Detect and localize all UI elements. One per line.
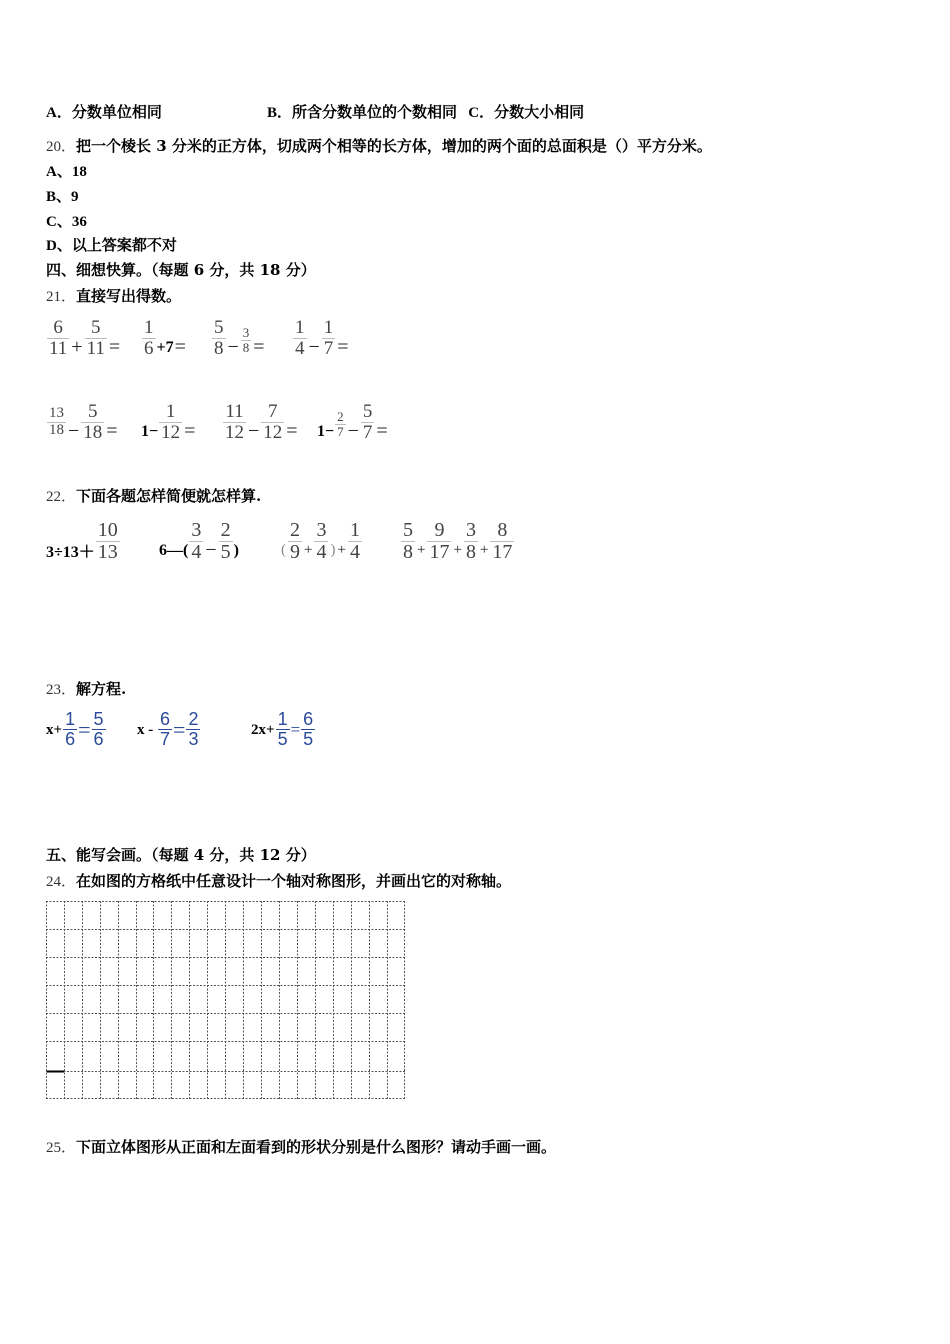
q21-expr-8 xyxy=(317,402,389,443)
q21-expr-5 xyxy=(46,402,119,443)
math-token: ( xyxy=(281,542,286,558)
fraction xyxy=(223,402,246,443)
math-token: 18 xyxy=(49,422,64,438)
math-token: 6 xyxy=(93,728,104,749)
math-token: 1 xyxy=(277,709,288,729)
q19-option-b xyxy=(267,102,584,123)
q22-expr-2 xyxy=(159,520,239,563)
fraction xyxy=(288,520,302,563)
math-token: 12 xyxy=(263,422,283,443)
math-token: 解方程. xyxy=(76,680,127,698)
math-token: 17 xyxy=(492,541,513,563)
math-token: A． xyxy=(46,105,72,121)
fraction xyxy=(276,710,290,749)
math-token: − xyxy=(205,539,217,561)
fraction xyxy=(212,318,226,359)
math-token: 5 xyxy=(88,401,98,423)
math-token: 5 xyxy=(303,728,314,749)
math-token: 5 xyxy=(90,317,101,339)
math-token: +7 xyxy=(156,338,174,356)
math-token: 2 xyxy=(188,709,199,729)
math-token: 1 xyxy=(144,317,154,339)
math-token: 13 xyxy=(97,541,118,563)
q22-expr-4 xyxy=(400,520,515,563)
math-token: 直接写出得数。 xyxy=(76,287,182,305)
fraction xyxy=(464,520,478,563)
math-token: 12 xyxy=(161,422,181,443)
math-token: A、 xyxy=(46,164,72,180)
math-token: 分数大小相同 xyxy=(494,103,585,121)
math-token: 12 xyxy=(225,422,244,443)
fraction xyxy=(401,520,415,563)
q21-question xyxy=(46,286,181,307)
math-token: 7 xyxy=(268,401,278,423)
math-token: 5 xyxy=(277,728,288,749)
math-token: 8 xyxy=(403,541,413,563)
q25-question xyxy=(46,1137,556,1158)
math-token: + xyxy=(71,336,83,358)
q19-option-a xyxy=(46,102,162,123)
q21-expr-7 xyxy=(222,402,299,443)
math-token: 6 xyxy=(160,709,171,729)
fraction xyxy=(335,406,346,438)
math-token: 13 xyxy=(49,405,64,422)
math-token: 7 xyxy=(362,422,373,443)
math-token: B． xyxy=(267,105,293,121)
math-token: 6 xyxy=(144,338,154,359)
math-token: 7 xyxy=(160,728,171,749)
math-token: 以上答案都不对 xyxy=(71,236,177,254)
math-token: 7 xyxy=(337,424,344,439)
math-token: 1 xyxy=(65,709,76,729)
math-token: = xyxy=(174,336,186,358)
math-token: = xyxy=(108,336,121,358)
fraction xyxy=(348,520,362,563)
math-token: 4 xyxy=(316,541,327,563)
math-token: D、 xyxy=(46,238,72,254)
math-token: 5 xyxy=(93,709,104,729)
q21-expr-1 xyxy=(46,318,121,359)
q20-option-d xyxy=(46,235,177,256)
math-token: 3 xyxy=(242,325,250,341)
fraction xyxy=(490,520,514,563)
math-token: 11 xyxy=(86,338,105,359)
math-token: 1 xyxy=(323,317,334,339)
fraction xyxy=(158,710,172,749)
math-token: 2 xyxy=(337,409,344,425)
q22-expr-1 xyxy=(46,520,121,563)
math-token: 分数单位相同 xyxy=(71,103,162,121)
fraction xyxy=(189,520,203,563)
q23-question xyxy=(46,679,126,700)
math-token: 4 xyxy=(191,541,202,563)
math-token: 4 xyxy=(349,541,360,563)
math-token: B、 xyxy=(46,189,72,205)
fraction xyxy=(159,402,182,443)
square-grid-paper[interactable] xyxy=(46,901,405,1099)
fraction xyxy=(219,520,233,563)
math-token: ) xyxy=(233,541,239,559)
q20-option-a xyxy=(46,161,87,182)
q24-question xyxy=(46,871,511,892)
math-token: + xyxy=(304,542,313,558)
math-token: 22． xyxy=(46,489,77,505)
math-token: 7 xyxy=(323,338,334,359)
fraction xyxy=(142,318,156,359)
math-token: 6—( xyxy=(159,541,189,559)
math-token: 3 xyxy=(316,519,327,541)
math-token: 8 xyxy=(242,340,250,355)
math-token: 8 xyxy=(465,541,476,563)
fraction xyxy=(81,402,104,443)
math-token: 9 xyxy=(71,189,79,205)
fraction xyxy=(261,402,284,443)
math-token: = xyxy=(184,420,196,442)
math-token: 5 xyxy=(220,541,231,563)
math-token: = xyxy=(337,336,349,358)
q22-expr-3 xyxy=(280,520,363,563)
math-token: 1− xyxy=(317,422,335,440)
math-token: 5 xyxy=(362,401,373,423)
section5-title: 五、能写会画。（每题 4 分，共 12 分） xyxy=(46,846,316,864)
math-token: 2 xyxy=(220,519,231,541)
math-token: = xyxy=(78,717,91,743)
grid-lines xyxy=(46,901,406,1101)
q23-equation-2 xyxy=(137,710,201,749)
fraction xyxy=(47,318,69,359)
fraction xyxy=(361,402,375,443)
math-token: 1 xyxy=(349,519,360,541)
fraction xyxy=(92,710,106,749)
math-token: − xyxy=(68,420,80,442)
fraction xyxy=(63,710,77,749)
math-token: 下面立体图形从正面和左面看到的形状分别是什么图形？请动手画一画。 xyxy=(76,1138,557,1156)
math-token: C、 xyxy=(46,214,72,230)
fraction xyxy=(301,710,315,749)
fraction xyxy=(96,520,120,563)
math-token: 2x+ xyxy=(251,721,275,738)
math-token: 24． xyxy=(46,874,77,890)
math-token: 把一个棱长 3 分米的正方体，切成两个相等的长方体，增加的两个面的总面积是（）平方分米。 xyxy=(76,137,712,155)
q21-expr-2 xyxy=(141,318,187,359)
math-token: 1 xyxy=(295,317,305,339)
math-token: = xyxy=(376,420,388,442)
math-token: 3÷13＋ xyxy=(46,544,95,561)
q20-option-b xyxy=(46,186,79,207)
math-token: 在如图的方格纸中任意设计一个轴对称图形，并画出它的对称轴。 xyxy=(76,872,512,890)
math-token: = xyxy=(290,720,301,740)
fraction xyxy=(85,318,107,359)
math-token: ) xyxy=(330,542,336,558)
math-token: 3 xyxy=(191,519,202,541)
section4-title: 四、细想快算。（每题 6 分，共 18 分） xyxy=(46,261,316,279)
q20-question xyxy=(46,136,712,157)
math-token: 21． xyxy=(46,289,77,305)
math-token: 1 xyxy=(165,401,176,423)
math-token: 下面各题怎样简便就怎样算. xyxy=(76,487,262,505)
math-token: − xyxy=(347,420,359,442)
math-token: 8 xyxy=(497,519,508,541)
math-token: + xyxy=(417,542,426,558)
q21-expr-3 xyxy=(211,318,266,359)
math-token: − xyxy=(248,420,260,442)
math-token: 9 xyxy=(434,519,445,541)
math-token: 6 xyxy=(65,728,76,749)
q22-question xyxy=(46,486,261,507)
math-token: 11 xyxy=(49,338,68,359)
math-token: 10 xyxy=(97,519,118,541)
fraction xyxy=(427,520,451,563)
math-token: 5 xyxy=(403,519,413,541)
math-token: = xyxy=(286,420,298,442)
math-token: 25． xyxy=(46,1140,77,1156)
math-token: + xyxy=(479,542,489,558)
math-token: 8 xyxy=(214,338,224,359)
math-token: 9 xyxy=(290,541,300,563)
math-token: 11 xyxy=(225,401,244,423)
q20-option-c xyxy=(46,211,87,232)
math-token: = xyxy=(253,336,265,358)
math-token: 17 xyxy=(429,541,450,563)
fraction xyxy=(47,406,66,439)
fraction xyxy=(241,322,252,354)
math-token: x - xyxy=(137,721,157,738)
math-token: 36 xyxy=(71,214,87,230)
fraction xyxy=(322,318,336,359)
fraction xyxy=(186,710,200,749)
math-token: + xyxy=(337,542,346,558)
math-token: 18 xyxy=(71,164,87,180)
math-token: = xyxy=(106,420,118,442)
math-token: 20． xyxy=(46,139,77,155)
q21-expr-4 xyxy=(292,318,350,359)
math-token: 6 xyxy=(53,317,63,339)
q19-option-c: C． xyxy=(468,105,495,121)
math-token: 所含分数单位的个数相同 xyxy=(292,103,458,121)
math-token: − xyxy=(308,336,320,358)
fraction xyxy=(314,520,328,563)
math-token: 23． xyxy=(46,682,77,698)
math-token: x+ xyxy=(46,721,63,738)
math-token: = xyxy=(173,717,186,743)
q21-expr-6 xyxy=(141,402,196,443)
q23-equation-1 xyxy=(46,710,107,749)
math-token: 18 xyxy=(83,422,103,443)
math-token: 2 xyxy=(290,519,300,541)
fraction xyxy=(293,318,307,359)
math-token: 1− xyxy=(141,422,159,440)
math-token: 6 xyxy=(303,709,314,729)
math-token: 3 xyxy=(465,519,476,541)
q23-equation-3 xyxy=(251,710,316,749)
math-token: − xyxy=(227,336,239,358)
math-token: 5 xyxy=(214,317,224,339)
math-token: + xyxy=(453,542,462,558)
math-token: 3 xyxy=(188,728,199,749)
math-token: 4 xyxy=(295,338,305,359)
